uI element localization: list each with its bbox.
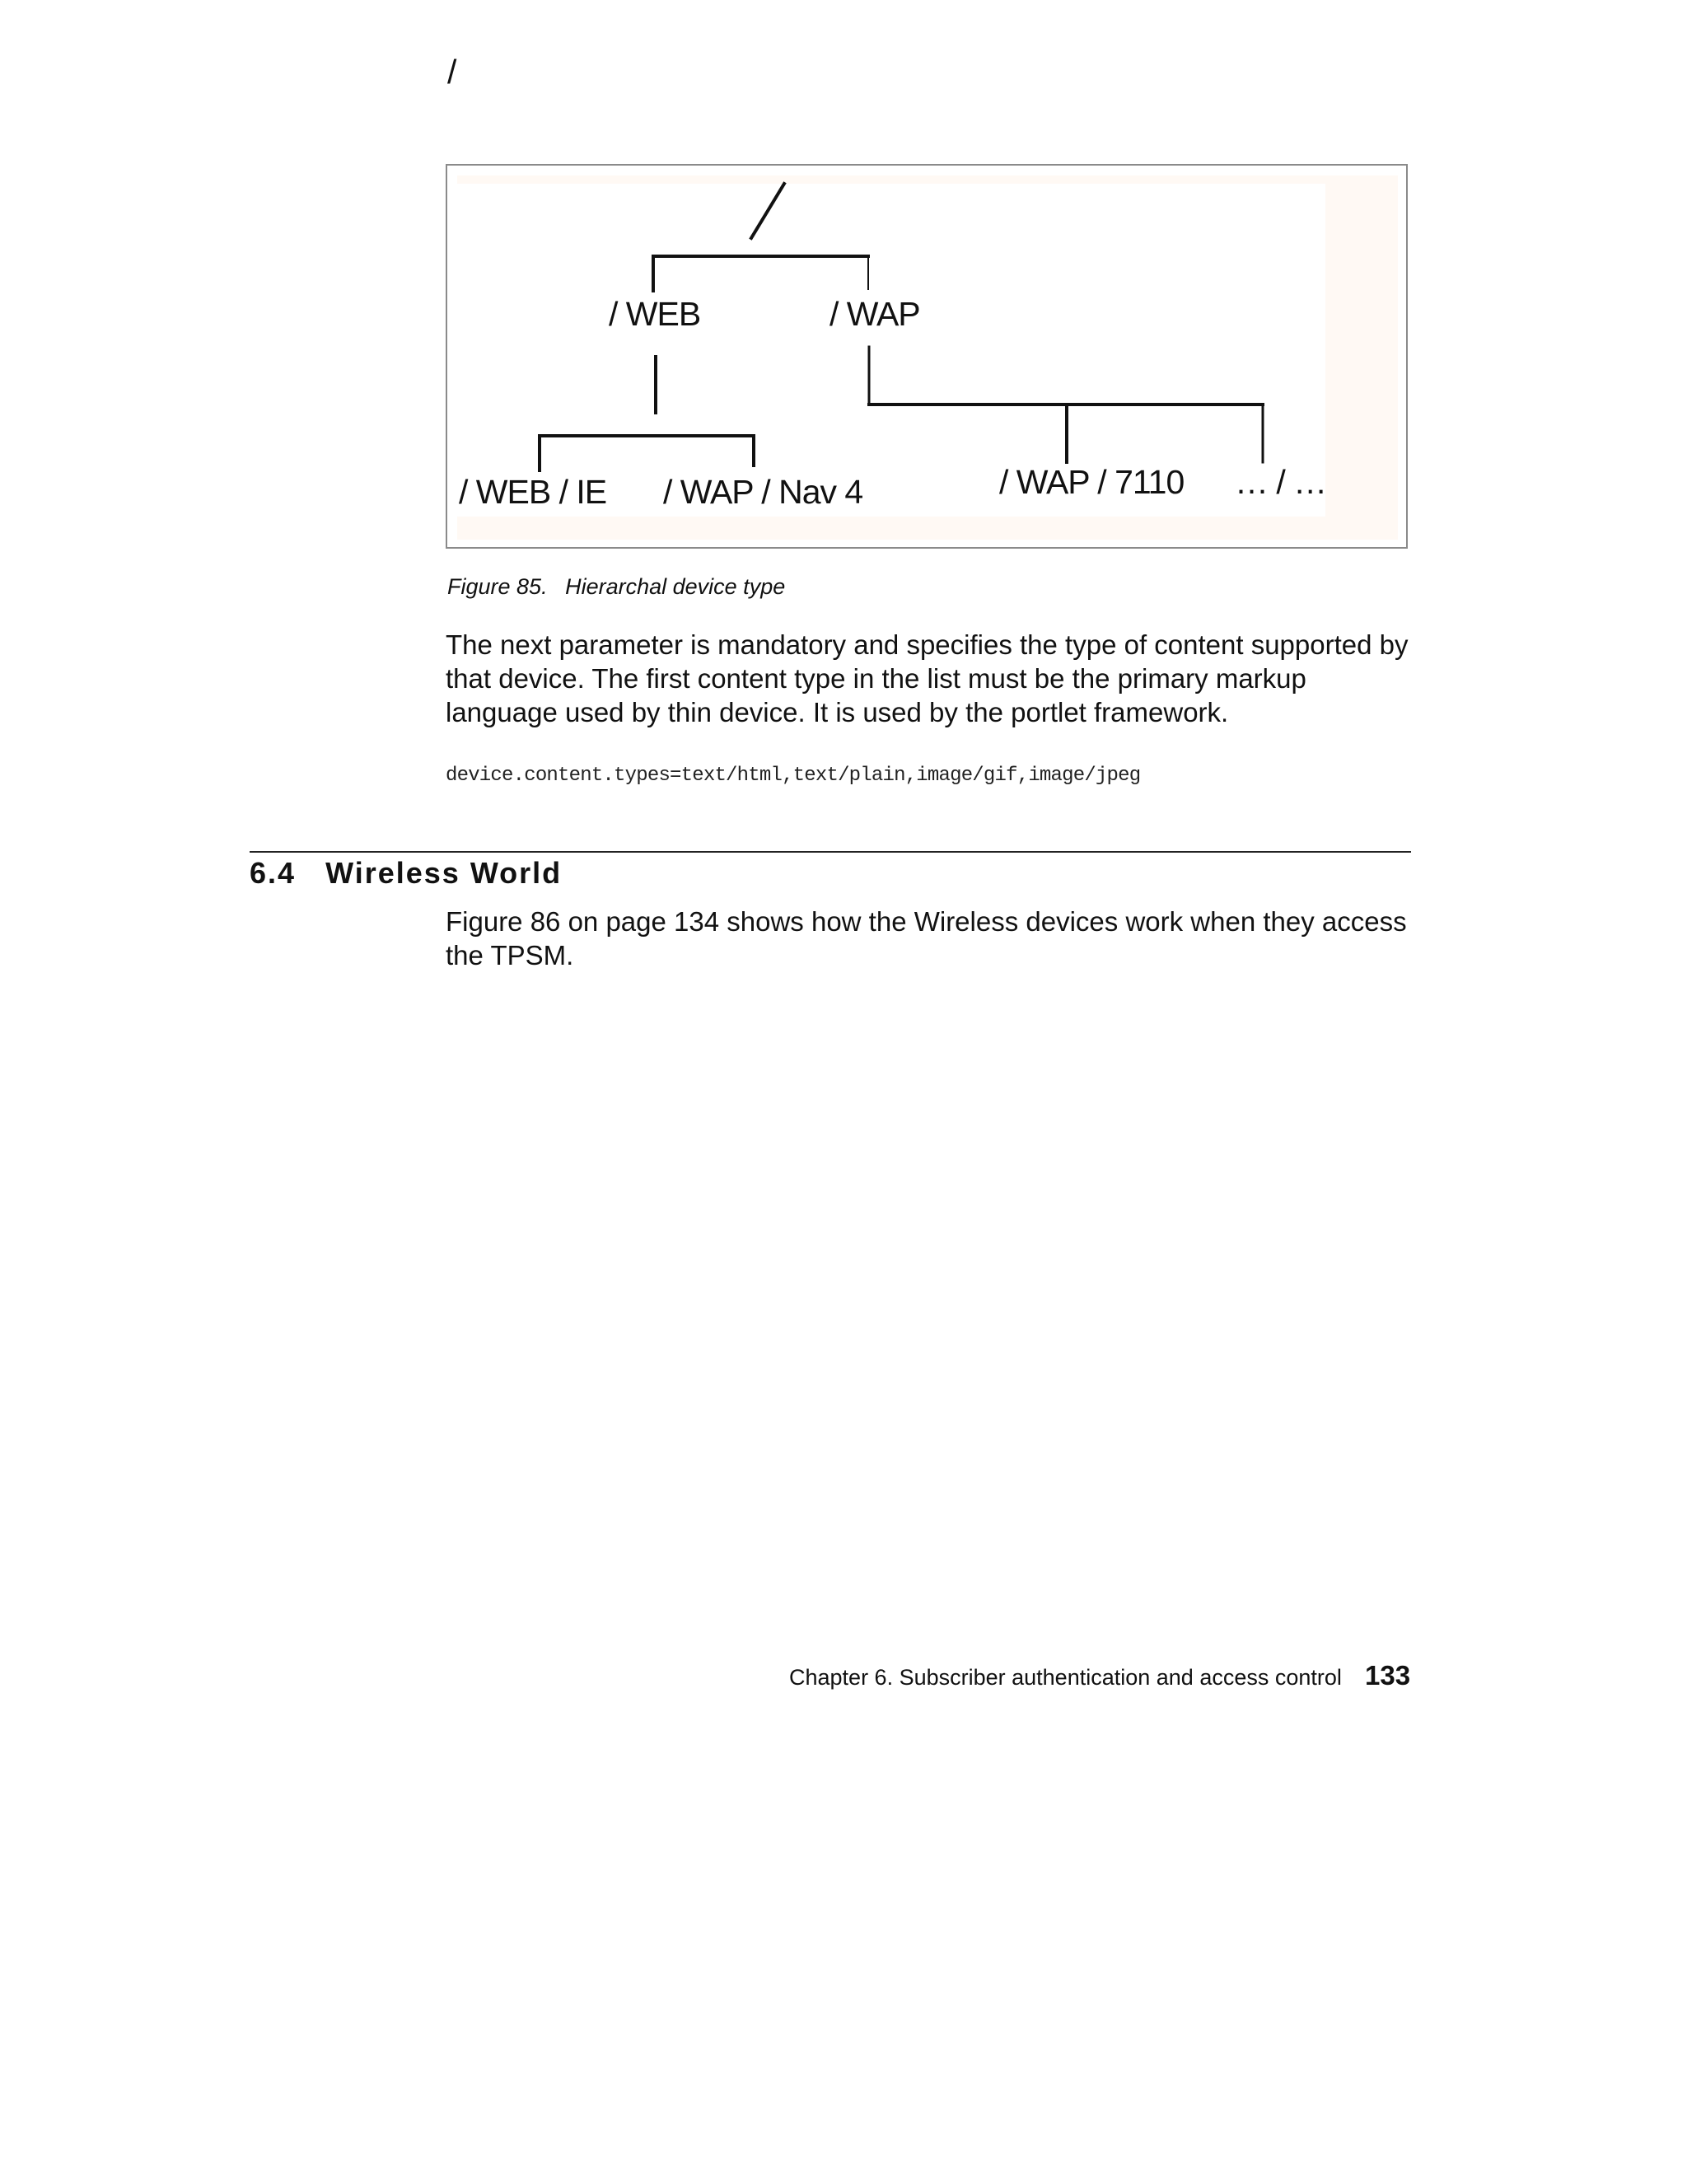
section-divider: [250, 851, 1411, 853]
content-types-paragraph: The next parameter is mandatory and specifies the type of content supported by that device. The first content type in the list must be the primary markup language used by thin device. It is used by the portlet framework.: [446, 629, 1409, 727]
footer-chapter-title: Chapter 6. Subscriber authentication and access control: [789, 1665, 1342, 1690]
figure-caption: [447, 574, 785, 600]
node-wap-nav4-label: / WAP / Nav 4: [663, 473, 863, 511]
figure-85: [446, 53, 1408, 549]
section-heading: [250, 856, 562, 891]
figure-caption-label: Figure 85.: [447, 574, 548, 599]
content-types-code: device.content.types=text/html,text/plain,image/gif,image/jpeg: [446, 765, 1141, 787]
footer-page-number: 133: [1365, 1660, 1411, 1691]
figure-caption-text: Hierarchal device type: [565, 574, 786, 599]
node-web-label: / WEB: [609, 295, 701, 333]
node-root-label: /: [447, 53, 456, 91]
node-web-ie-label: / WEB / IE: [459, 473, 607, 511]
diagram-inner-panel: [457, 184, 1325, 517]
device-hierarchy-diagram: [447, 53, 1409, 550]
node-ellipsis-label: … / …: [1235, 463, 1327, 501]
wireless-world-paragraph: Figure 86 on page 134 shows how the Wireless devices work when they access the TPSM.: [446, 906, 1407, 970]
section-number: 6.4: [250, 856, 297, 890]
section-title: Wireless World: [325, 856, 563, 890]
node-wap-7110-label: / WAP / 7110: [999, 463, 1185, 501]
node-wap-label: / WAP: [829, 295, 920, 333]
